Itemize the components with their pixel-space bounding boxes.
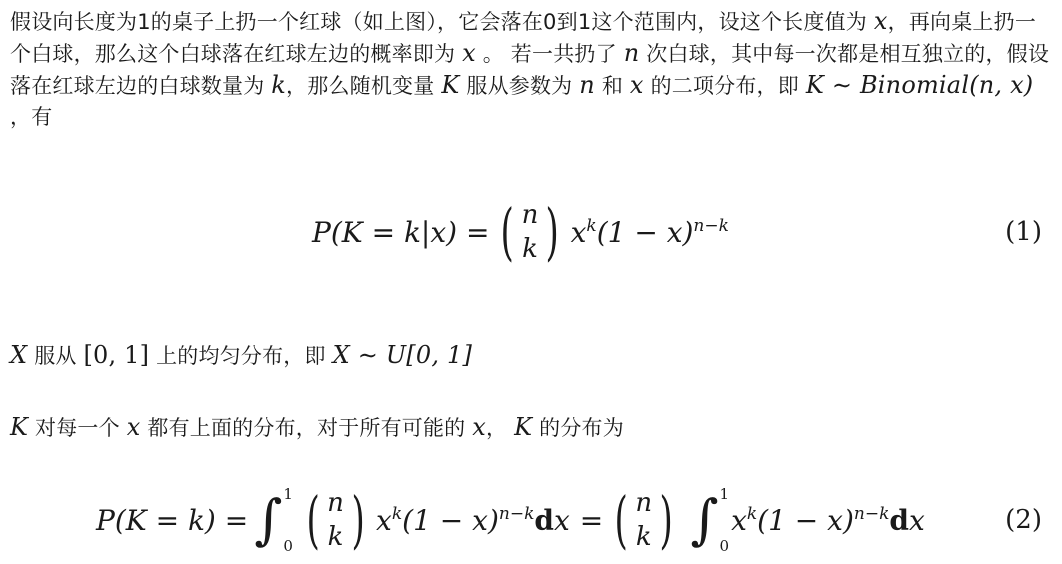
binom-top: n <box>327 488 344 518</box>
math-n: n <box>623 39 640 67</box>
differential-variable: x <box>908 503 925 537</box>
paragraph-uniform: X 服从 [0, 1] 上的均匀分布，即 X ∼ U[0, 1] <box>10 341 473 369</box>
term-exponent: n−k <box>853 504 890 524</box>
integral-sign: ∫ 1 0 <box>254 485 293 555</box>
integral-upper-limit: 1 <box>283 485 293 503</box>
binom-bottom: k <box>327 522 344 552</box>
math-x: x <box>472 413 487 441</box>
math-K: K <box>514 413 533 441</box>
term-exponent: n−k <box>693 216 729 236</box>
binomial-coefficient: ( n k ) <box>306 483 365 556</box>
term-exponent: k <box>391 504 403 524</box>
equation-number: (1) <box>1005 217 1042 247</box>
integral-lower-limit: 0 <box>283 537 293 555</box>
equation-2-lhs: P(K = k) = <box>96 503 249 537</box>
term-exponent: n−k <box>498 504 535 524</box>
math-k: k <box>271 71 287 99</box>
binomial-coefficient: ( n k ) <box>614 483 673 556</box>
math-binomial-expression: K ∼ Binomial(n, x) <box>805 71 1034 99</box>
equals-sign: = <box>579 503 604 537</box>
differential-d: d <box>534 503 554 537</box>
math-K: K <box>441 71 460 99</box>
equation-2-body <box>96 485 925 555</box>
differential-variable: x <box>553 503 570 537</box>
binom-top: n <box>635 488 653 518</box>
term-exponent: k <box>746 504 758 524</box>
math-n: n <box>579 71 595 99</box>
term-base: x <box>570 215 587 249</box>
equation-2 <box>0 478 1062 562</box>
differential-d: d <box>889 503 909 537</box>
math-x: x <box>462 39 476 67</box>
term-complement: (1 − x) <box>402 503 499 537</box>
paragraph-distribution: K 对每一个 x 都有上面的分布，对于所有可能的 x， K 的分布为 <box>10 413 624 441</box>
paragraph-red-ball: 假设向长度为1的桌子上扔一个红球（如上图），它会落在0到1这个范围内，设这个长度值为 x，再向桌上扔一个白球，那么这个白球落在红球左边的概率即为 x 。 若一共扔了 n 次白球，其中每一次都是相互独立的，假设落在红球左边的白球数量为 k，那么随机变量 K 服从参数为 n 和 x 的二项分布，即 K ∼ Binomial(n, x) ，有 <box>10 7 1050 129</box>
binom-bottom: k <box>635 522 652 552</box>
term-base: x <box>731 503 747 537</box>
integral-lower-limit: 0 <box>719 537 730 555</box>
math-x: x <box>126 413 141 441</box>
integral-upper-limit: 1 <box>719 485 730 503</box>
binomial-coefficient: ( n k ) <box>500 195 560 268</box>
term-exponent: k <box>586 216 597 236</box>
math-X: X <box>10 341 28 369</box>
equation-number: (2) <box>1005 505 1042 535</box>
math-K: K <box>10 413 29 441</box>
binom-bottom: k <box>522 234 538 264</box>
math-uniform-expression: X ∼ U[0, 1] <box>332 341 473 369</box>
equation-1 <box>0 192 1062 272</box>
math-x: x <box>873 7 888 35</box>
math-x: x <box>629 71 644 99</box>
equation-1-body <box>312 195 729 268</box>
binom-top: n <box>521 200 539 230</box>
term-complement: (1 − x) <box>596 215 694 249</box>
math-interval: [0, 1] <box>83 341 150 369</box>
term-complement: (1 − x) <box>757 503 854 537</box>
equation-1-lhs: P(K = k|x) = <box>312 215 490 249</box>
integral-sign: ∫ 1 0 <box>690 485 730 555</box>
term-base: x <box>376 503 392 537</box>
